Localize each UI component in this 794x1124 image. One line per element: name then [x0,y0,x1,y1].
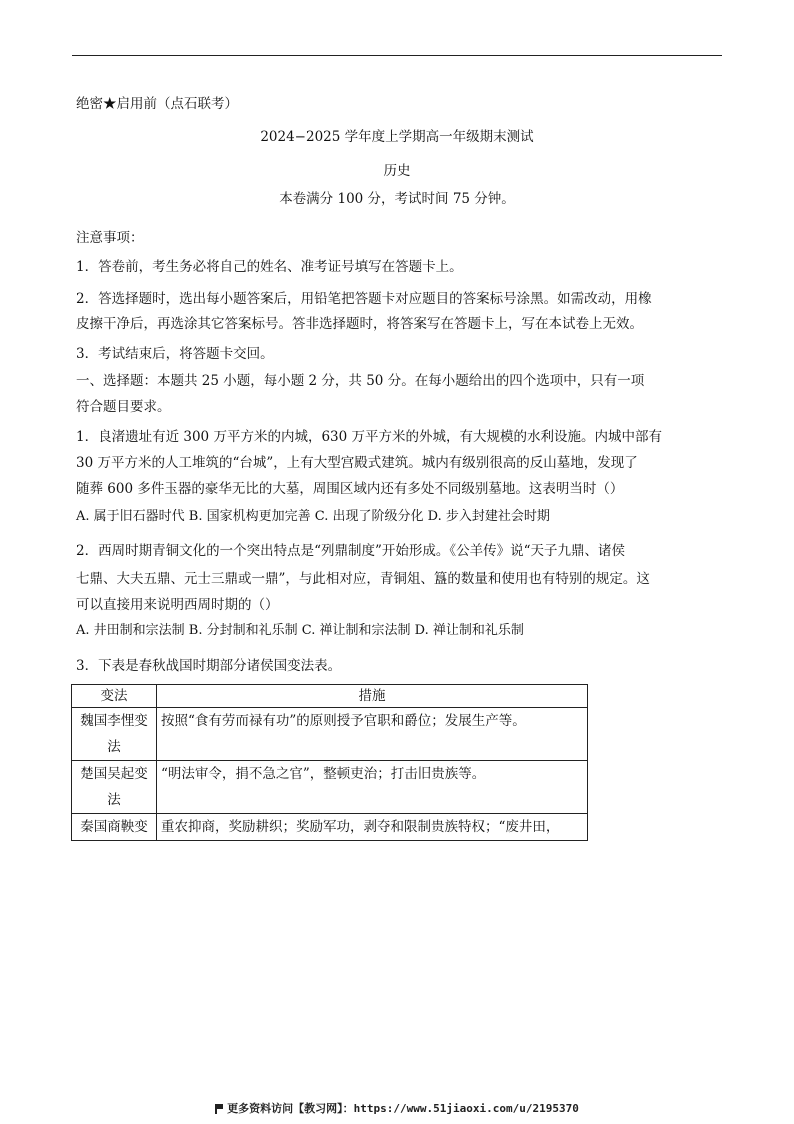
q1-line: 30 万平方米的人工堆筑的“台城”，上有大型宫殿式建筑。城内有级别很高的反山墓地，发现了 [76,455,638,471]
reform-name-cell [72,708,157,761]
q2-line: 可以直接用来说明西周时期的（） [76,597,279,613]
q2-line: 2．西周时期青铜文化的一个突出特点是“列鼎制度”开始形成。《公羊传》说“天子九鼎、诸侯 [76,543,626,559]
q2-line: 七鼎、大夫五鼎、元士三鼎或一鼎”，与此相对应，青铜俎、簋的数量和使用也有特别的规定。这 [76,571,650,587]
reform-name-cont: 法 [107,792,121,808]
footer-text[interactable]: 更多资料访问【教习网】：https://www.51jiaoxi.com/u/2195370 [227,1102,579,1115]
q3-stem: 3．下表是春秋战国时期部分诸侯国变法表。 [76,658,342,674]
table-row [72,814,588,841]
notice-item: 2．答选择题时，选出每小题答案后，用铅笔把答题卡对应题目的答案标号涂黑。如需改动，用橡 [76,291,652,307]
notice-item: 皮擦干净后，再选涂其它答案标号。答非选择题时，将答案写在答题卡上，写在本试卷上无效。 [76,316,643,332]
flag-icon [215,1104,223,1113]
subject-title: 历史 [383,163,411,179]
header-reform: 变法 [72,685,157,708]
notice-item: 1．答卷前，考生务必将自己的姓名、准考证号填写在答题卡上。 [76,259,463,275]
reform-measure: 按照“食有劳而禄有功”的原则授予官职和爵位；发展生产等。 [157,708,588,761]
reform-name-cell [72,761,157,814]
secret-label: 绝密★启用前（点石联考） [76,96,238,112]
reform-name-cont: 法 [107,739,121,755]
notice-heading: 注意事项： [76,230,144,246]
footer-link[interactable] [0,1100,794,1116]
top-rule [72,55,722,56]
reform-measure: 重农抑商，奖励耕织；奖励军功，剥夺和限制贵族特权；“废井田， [157,814,588,841]
q1-line: 1．良渚遗址有近 300 万平方米的内城，630 万平方米的外城，有大规模的水利设施。内城中部有 [76,429,662,445]
table-row [72,708,588,761]
reform-name: 楚国吴起变 [80,766,148,782]
reform-name-cell [72,814,157,841]
reform-name: 魏国李悝变 [80,713,148,729]
table-header-row [72,685,588,708]
exam-title: 2024−2025 学年度上学期高一年级期末测试 [260,129,534,145]
section-intro: 一、选择题：本题共 25 小题，每小题 2 分，共 50 分。在每小题给出的四个选项中，只有一项 [76,373,645,389]
header-measures: 措施 [157,685,588,708]
reform-measure: “明法审令，捐不急之官”，整顿吏治；打击旧贵族等。 [157,761,588,814]
reform-table [71,684,588,841]
section-intro-cont: 符合题目要求。 [76,399,171,415]
table-row [72,761,588,814]
score-info: 本卷满分 100 分，考试时间 75 分钟。 [279,191,515,207]
q1-line: 随葬 600 多件玉器的豪华无比的大墓，周围区域内还有多处不同级别墓地。这表明当时（） [76,481,624,497]
q1-options: A. 属于旧石器时代 B. 国家机构更加完善 C. 出现了阶级分化 D. 步入封建社会时期 [76,509,550,524]
q2-options: A. 井田制和宗法制 B. 分封制和礼乐制 C. 禅让制和宗法制 D. 禅让制和礼乐制 [76,623,524,638]
notice-item: 3．考试结束后，将答题卡交回。 [76,346,274,362]
reform-name: 秦国商鞅变 [80,819,148,835]
